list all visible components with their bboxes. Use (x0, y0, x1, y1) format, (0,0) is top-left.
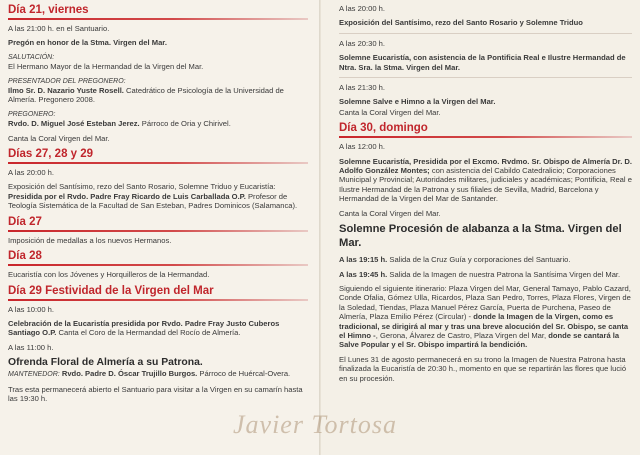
right-panel (321, 0, 640, 455)
section-header-day27: Día 27 (8, 216, 308, 232)
days27-29-time: A las 20:00 h. (8, 168, 55, 178)
mantenedor-label: MANTENEDOR: (8, 371, 60, 379)
section-header-day30: Día 30, domingo (339, 122, 632, 138)
procession-title: Solemne Procesión de alabanza a la Stma. Virgen del Mar. (339, 223, 622, 249)
presentador-label: PRESENTADOR DEL PREGONERO: (8, 77, 126, 85)
t1-text: Salida de la Cruz Guía y corporaciones del Santuario. (387, 255, 571, 265)
right-column (339, 4, 632, 388)
closing-text: El Lunes 31 de agosto permanecerá en su trono la Imagen de Nuestra Patrona hasta finalizada la Eucaristía de 20:30 h., momento en que se repartirán las flores que lució en su procesión. (339, 354, 627, 383)
eucaristia-presider: Celebración de la Eucaristía presidida por Rvdo. Padre Fray Justo Cuberos Santiago O.P. (8, 318, 280, 338)
triduo-tail: Profesor de Teología Sistemática de la Facultad de San Esteban, Padres Dominicos (Salamanca). (8, 191, 298, 211)
watermark-signature: Javier Tortosa (233, 410, 397, 439)
procession-t1 (339, 255, 632, 264)
route-text: Siguiendo el siguiente itinerario: Plaza Virgen del Mar, General Tamayo, Pablo Cazard, Conde Ofalia, Gómez Ulla, Ricardos, Plaza San Pedro, Torres, Plaza Flores, Virgen de la Soledad, Tiendas, Plaza Manuel Pérez García, Puerta de Purchena, Paseo de Almería, Plaza Emilio Pérez (Circular) - (339, 283, 631, 322)
day21-salutacion (8, 53, 308, 72)
day30-eucaristia (339, 157, 632, 204)
route-bold: donde la Imagen de la Virgen, como es tradicional, se dirigirá al mar y tras una breve alocución del Sr. Obispo, se canta el Himno - (339, 312, 629, 340)
presentador-desc: Catedrático de Psicología de la Universidad de Almería. Pregonero 2008. (8, 86, 284, 105)
presentador-name: Ilmo Sr. D. Nazario Yuste Rosell. (8, 86, 124, 96)
salutacion-label: SALUTACIÓN: (8, 53, 55, 61)
top-time2: A las 20:30 h. (339, 38, 386, 48)
day29-ofrenda (8, 357, 308, 379)
ofrenda-title: Ofrenda Floral de Almería a su Patrona. (8, 357, 203, 369)
day21-pregon: Pregón en honor de la Stma. Virgen del Mar. (8, 38, 167, 48)
t2-time: A las 19:45 h. (339, 269, 388, 279)
day30-coral: Canta la Coral Virgen del Mar. (339, 208, 441, 218)
procession-route (339, 284, 632, 350)
day21-pregonero (8, 110, 308, 129)
triduo-text: Exposición del Santísimo, rezo del Santo Rosario, Solemne Triduo y Eucaristía: (8, 182, 276, 192)
procession-t2 (339, 270, 632, 279)
route-text2: , Gerona, Álvarez de Castro, Plaza Virgen del Mar, (375, 330, 549, 340)
t2-text: Salida de la Imagen de nuestra Patrona la Santísima Virgen del Mar. (387, 269, 621, 279)
day21-time: A las 21:00 h. en el Santuario. (8, 24, 110, 33)
day30-time1: A las 12:00 h. (339, 142, 386, 152)
pregonero-name: Rvdo. D. Miguel José Esteban Jerez. (8, 119, 140, 129)
section-header-day21: Día 21, viernes (8, 4, 308, 20)
day29-eucaristia (8, 319, 308, 338)
section-header-days27-29: Días 27, 28 y 29 (8, 148, 308, 164)
mantenedor-name: Rvdo. Padre D. Óscar Trujillo Burgos. (59, 369, 198, 379)
t1-time: A las 19:15 h. (339, 255, 388, 265)
day30-eucaristia-rest: con asistencia del Cabildo Catedralicio; Corporaciones Municipal y Provincial; Autoridades militares, judiciales y académicas; Pontificia, Real e Ilustre Hermandad de la Patrona y sus filiales de Sevilla, Madrid, Barcelona y Hermandad de la Virgen del Mar de Santander. (339, 166, 632, 204)
left-column (8, 4, 308, 408)
top-text2: Solemne Eucaristía, con asistencia de la Pontificia Real e Ilustre Hermandad de Ntra. Sra. la Stma. Virgen del Mar. (339, 53, 626, 72)
route-bold2: donde se cantará la Salve Popular y el Sr. Obispo impartirá la bendición. (339, 330, 620, 350)
divider (339, 33, 632, 34)
top-after3: Canta la Coral Virgen del Mar. (339, 107, 441, 117)
top-time3: A las 21:30 h. (339, 83, 386, 93)
day30-eucaristia-bold: Solemne Eucaristía, Presidida por el Excmo. Rvdmo. Sr. Obispo de Almería Dr. D. Adolfo González Montes; (339, 156, 633, 176)
top-time1: A las 20:00 h. (339, 4, 386, 13)
day28-desc: Eucaristía con los Jóvenes y Horquilleros de la Hermandad. (8, 270, 210, 280)
pregonero-desc: Párroco de Oria y Chirivel. (139, 119, 231, 129)
top-text1: Exposición del Santísimo, rezo del Santo Rosario y Solemne Triduo (339, 18, 583, 28)
eucaristia-coro: Canta el Coro de la Hermandad del Rocío de Almería. (56, 328, 241, 338)
divider (339, 77, 632, 78)
day21-presentador (8, 77, 308, 105)
day29-time1: A las 10:00 h. (8, 304, 55, 314)
pregonero-label: PREGONERO: (8, 110, 56, 118)
section-header-day29: Día 29 Festividad de la Virgen del Mar (8, 285, 308, 301)
top-text3: Solemne Salve e Himno a la Virgen del Mar. (339, 97, 496, 107)
day27-desc: Imposición de medallas a los nuevos Hermanos. (8, 235, 172, 245)
triduo-presider: Presidida por el Rvdo. Padre Fray Ricardo de Luis Carballada O.P. (8, 191, 246, 201)
mantenedor-desc: Párroco de Huércal-Overa. (197, 369, 291, 379)
day29-time2: A las 11:00 h. (8, 342, 54, 352)
salutacion-text: El Hermano Mayor de la Hermandad de la Virgen del Mar. (8, 62, 204, 72)
days27-29-desc (8, 182, 308, 210)
day21-coral: Canta la Coral Virgen del Mar. (8, 133, 110, 143)
day29-closing: Tras esta permanecerá abierto el Santuario para visitar a la Virgen en su camarín hasta las 19:30 h. (8, 384, 303, 403)
section-header-day28: Día 28 (8, 250, 308, 266)
